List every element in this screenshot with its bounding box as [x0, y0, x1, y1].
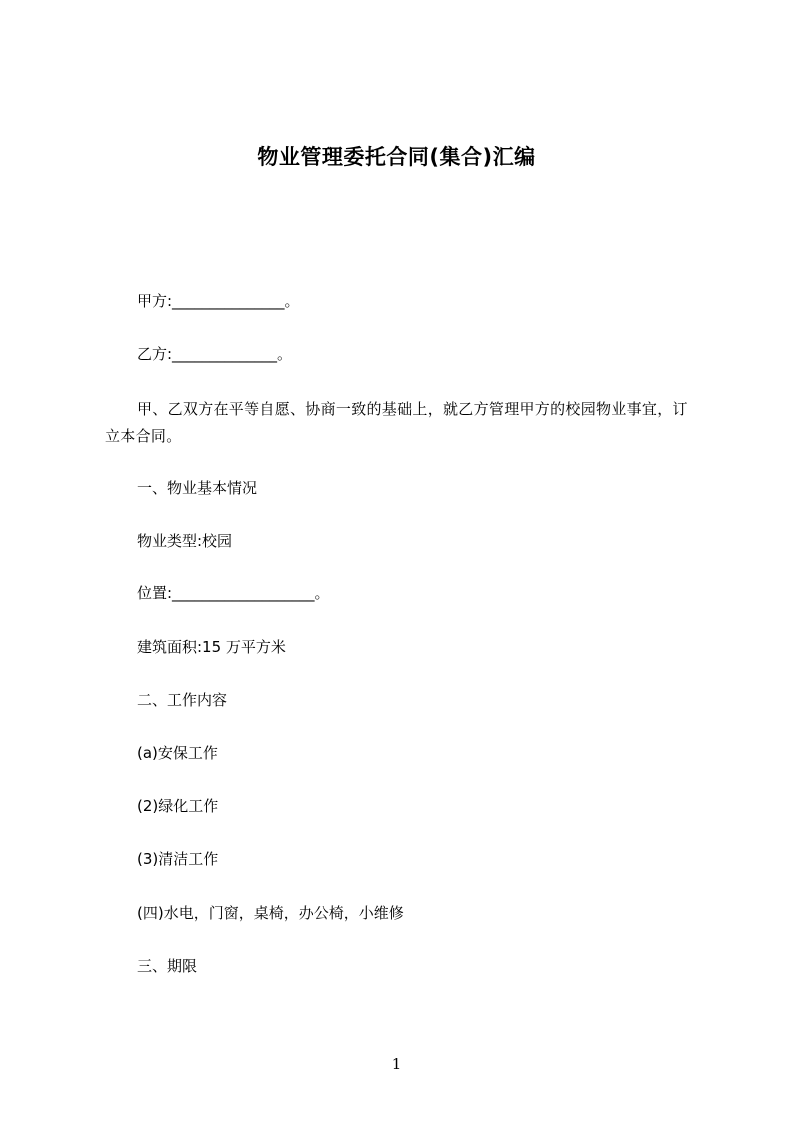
party-b-line: 乙方:______________。 — [137, 345, 293, 363]
location-line: 位置:___________________。 — [137, 584, 330, 602]
page-number: 1 — [391, 1055, 402, 1073]
party-a-line: 甲方:_______________。 — [137, 292, 300, 310]
work-item-a: (a)安保工作 — [137, 744, 218, 762]
section-2-heading: 二、工作内容 — [137, 691, 228, 709]
document-title: 物业管理委托合同(集合)汇编 — [257, 145, 536, 169]
work-item-4: (四)水电，门窗，桌椅，办公椅，小维修 — [137, 904, 404, 922]
property-type-line: 物业类型:校园 — [137, 532, 233, 550]
intro-paragraph: 甲、乙双方在平等自愿、协商一致的基础上，就乙方管理甲方的校园物业事宜，订立本合同。 — [105, 400, 688, 445]
section-3-heading: 三、期限 — [137, 957, 198, 975]
floor-area-line: 建筑面积:15 万平方米 — [137, 638, 286, 656]
work-item-3: (3)清洁工作 — [137, 850, 219, 868]
work-item-2: (2)绿化工作 — [137, 797, 219, 815]
section-1-heading: 一、物业基本情况 — [137, 479, 258, 497]
